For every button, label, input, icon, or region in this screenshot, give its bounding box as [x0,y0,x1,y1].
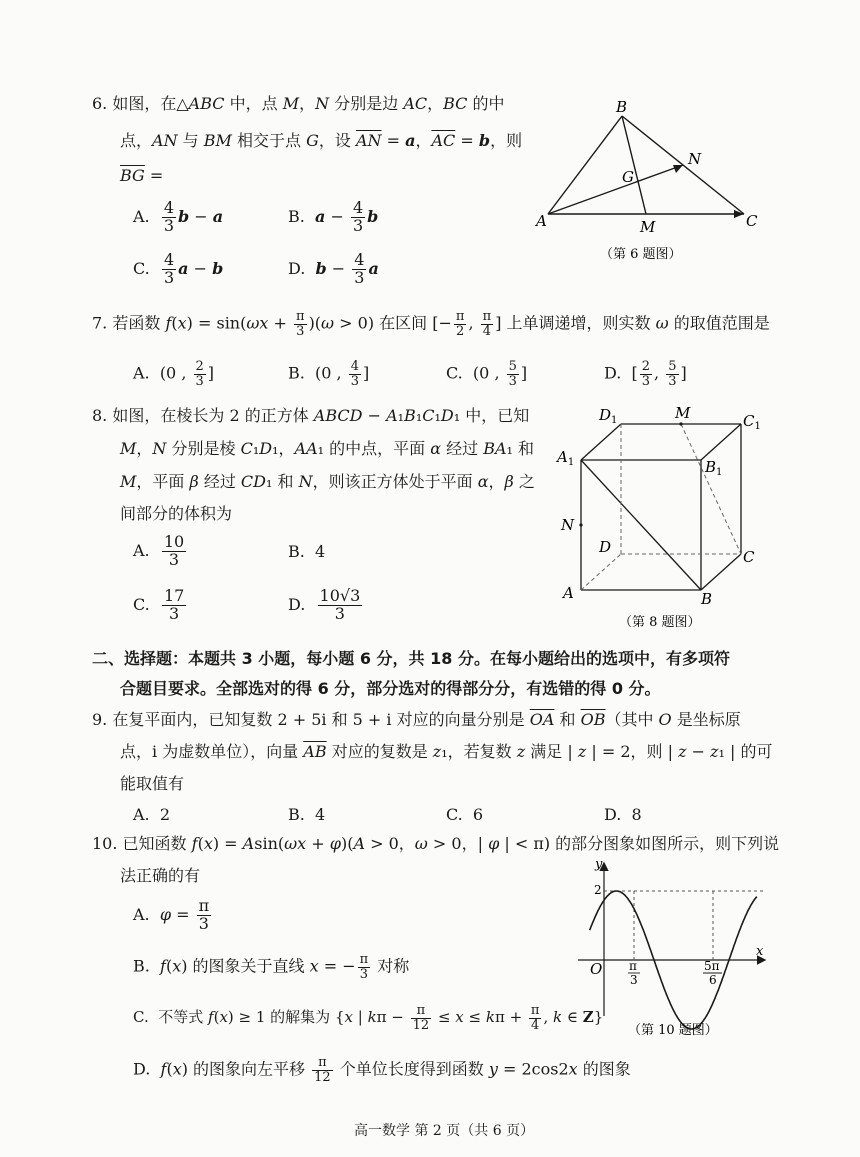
q10-option-b: B. f(x) 的图象关于直线 x = − $\frac{\pi}{3}$ 对称 [133,952,410,982]
label-c: C [743,548,755,566]
q10-option-a: A. φ = $\frac{\pi}{3}$ [133,896,210,933]
q8-option-d: D. $\frac{10√3}{3}$ [288,586,361,623]
figure-10-caption: （第 10 题图） [628,1023,718,1038]
label-b1: $B_1$ [705,458,723,478]
question-7-stem: 7. 若函数 f(x) = sin(ωx + $\frac{\pi}{3}$ )(ω > 0) 在区间 [− $\frac{\pi}{2}$ , $\frac{\pi}{4}$ ] 上单调递增，则实数 ω 的取值范围是 [92,309,770,339]
q6-option-b: B. a − $\frac{4}{3}$ b [288,198,379,235]
q6-option-d: D. b − $\frac{4}{3}$ a [288,250,379,287]
label-d1: $D_1$ [599,406,618,426]
label-n: N [688,150,702,168]
tick-5pi-denominator: 6 [709,973,717,987]
question-8-line-1: 8. 如图，在棱长为 2 的正方体 ABCD − A₁B₁C₁D₁ 中，已知 [92,406,530,425]
sine-graph-figure [578,856,778,1041]
label-c1: $C_1$ [743,412,761,432]
section-2-line-1: 二、选择题：本题共 3 小题，每小题 6 分，共 18 分。在每小题给出的选项中，有多项符 [92,649,730,668]
q6-option-c: C. $\frac{4}{3}$ a − b [133,250,224,287]
figure-6-caption: （第 6 题图） [600,247,682,262]
q7-option-c: C. (0 , $\frac{5}{3}$ ] [446,359,528,389]
section-2-line-2: 合题目要求。全部选对的得 6 分，部分选对的得部分分，有选错的得 0 分。 [120,679,661,698]
question-8-line-4: 间部分的体积为 [120,504,233,523]
cube-figure [555,400,775,635]
q9-option-a: A. 2 [133,805,170,824]
label-a: A [536,212,547,230]
q8-option-a: A. $\frac{10}{3}$ [133,532,185,569]
label-g: G [622,168,634,186]
page-footer: 高一数学 第 2 页（共 6 页） [354,1123,535,1139]
label-b: B [616,98,628,116]
label-b: B [701,590,713,608]
label-d: D [599,538,612,556]
figure-8-caption: （第 8 题图） [619,615,701,630]
q9-option-d: D. 8 [604,805,642,824]
q8-option-b: B. 4 [288,542,326,561]
label-c: C [746,212,758,230]
q10-option-d: D. f(x) 的图象向左平移 $\frac{\pi}{12}$ 个单位长度得到函数 y = 2cos2x 的图象 [133,1055,631,1085]
label-a: A [563,584,574,602]
q9-option-b: B. 4 [288,805,326,824]
question-9-line-1: 9. 在复平面内，已知复数 2 + 5i 和 5 + i 对应的向量分别是 $\overline{OA}$ 和 $\overline{OB}$（其中 O 是坐标原 [92,710,741,729]
q10-option-c: C. 不等式 f(x) ≥ 1 的解集为 {x | kπ − $\frac{\pi}{12}$ ≤ x ≤ kπ + $\frac{\pi}{4}$ , k ∈ Z} [133,1003,604,1033]
question-9-line-3: 能取值有 [120,774,185,793]
axis-y-label: y [595,857,603,872]
triangle-figure [530,98,770,268]
q7-option-b: B. (0 , $\frac{4}{3}$ ] [288,359,370,389]
tick-5pi-numerator: 5π [704,959,720,973]
question-10-line-1: 10. 已知函数 f(x) = Asin(ωx + φ)(A > 0，ω > 0，| φ | < π) 的部分图象如图所示，则下列说 [92,834,780,853]
question-6-line-3: $\overline{BG}$ = [120,166,164,185]
origin-label: O [590,960,603,978]
question-10-line-2: 法正确的有 [120,866,201,885]
tick-pi-numerator: π [629,959,637,973]
label-n: N [561,516,575,534]
q7-option-a: A. (0 , $\frac{2}{3}$ ] [133,359,215,389]
label-m: M [675,404,691,422]
q9-option-c: C. 6 [446,805,484,824]
label-m: M [640,218,656,236]
axis-x-label: x [756,944,764,959]
y-max-label: 2 [594,883,602,897]
question-6-line-2: 点，AN 与 BM 相交于点 G，设 $\overline{AN} = a$，$\overline{AC} = b$，则 [120,131,523,150]
question-8-line-2: M，N 分别是棱 C₁D₁，AA₁ 的中点，平面 α 经过 BA₁ 和 [120,439,535,458]
question-6-line-1: 6. 如图，在△ABC 中，点 M，N 分别是边 AC，BC 的中 [92,94,505,113]
q8-option-c: C. $\frac{17}{3}$ [133,586,185,623]
q7-option-d: D. [ $\frac{2}{3}$ , $\frac{5}{3}$ ] [604,359,687,389]
q6-option-a: A. $\frac{4}{3}$ b − a [133,198,224,235]
question-8-line-3: M，平面 β 经过 CD₁ 和 N，则该正方体处于平面 α，β 之 [120,472,535,491]
tick-pi-denominator: 3 [630,973,638,987]
label-a1: $A_1$ [557,448,575,468]
question-9-line-2: 点，i 为虚数单位），向量 $\overline{AB}$ 对应的复数是 z₁，若复数 z 满足 | z | = 2，则 | z − z₁ | 的可 [120,742,773,761]
